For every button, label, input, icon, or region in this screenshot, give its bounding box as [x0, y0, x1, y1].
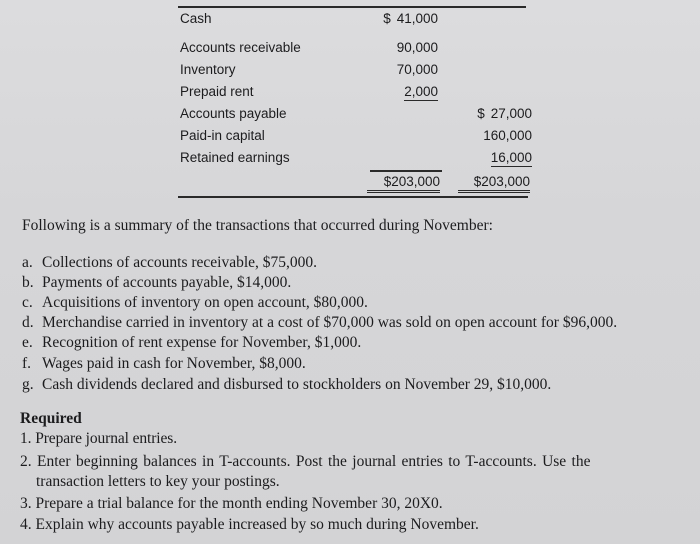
transaction-item: a. Collections of accounts receivable, $75,000.	[22, 254, 318, 271]
table-bottom-rule	[178, 196, 528, 198]
credit-amount: 16,000	[490, 150, 532, 165]
account-label: Prepaid rent	[180, 84, 254, 99]
required-item: 1. Prepare journal entries.	[20, 430, 177, 447]
total-credit: $203,000	[458, 174, 530, 193]
balance-row-inventory	[178, 62, 538, 82]
account-label: Accounts receivable	[180, 40, 301, 55]
debit-amount: 70,000	[396, 62, 438, 77]
transaction-item: g. Cash dividends declared and disbursed to stockholders on November 29, $10,000.	[22, 376, 552, 393]
account-label: Inventory	[180, 62, 236, 77]
transaction-item: d. Merchandise carried in inventory at a cost of $70,000 was sold on open account for $96,000.	[22, 314, 618, 331]
transaction-item: e. Recognition of rent expense for November, $1,000.	[22, 334, 362, 351]
debit-subtotal-rule	[370, 170, 442, 172]
balance-row-paid-in-capital	[178, 128, 538, 148]
account-label: Retained earnings	[180, 150, 290, 165]
transaction-item: c. Acquisitions of inventory on open account, $80,000.	[22, 294, 368, 311]
balance-row-retained-earnings	[178, 150, 538, 170]
account-label: Paid-in capital	[180, 128, 265, 143]
debit-amount: $ 41,000	[383, 11, 438, 26]
transactions-intro: Following is a summary of the transactions that occurred during November:	[22, 217, 493, 234]
account-label: Cash	[180, 11, 212, 26]
transaction-item: f. Wages paid in cash for November, $8,000.	[22, 355, 306, 372]
account-label: Accounts payable	[180, 106, 287, 121]
balance-row-prepaid-rent	[178, 84, 538, 104]
balance-row-accounts-receivable	[178, 40, 538, 60]
transaction-item: b. Payments of accounts payable, $14,000.	[22, 274, 292, 291]
credit-amount: $ 27,000	[477, 106, 532, 121]
required-item-continuation: transaction letters to key your postings.	[36, 473, 280, 490]
required-item: 2. Enter beginning balances in T-accounts. Post the journal entries to T-accounts. Use the	[20, 453, 591, 470]
required-heading: Required	[20, 410, 82, 427]
required-item: 4. Explain why accounts payable increased by so much during November.	[20, 516, 479, 533]
required-item: 3. Prepare a trial balance for the month ending November 30, 20X0.	[20, 495, 443, 512]
balance-row-cash	[178, 11, 538, 31]
balance-row-accounts-payable	[178, 106, 538, 126]
total-debit: $203,000	[367, 174, 440, 193]
table-top-rule	[178, 6, 526, 8]
debit-amount: 90,000	[396, 40, 438, 55]
debit-amount: 2,000	[404, 84, 438, 99]
credit-amount: 160,000	[483, 128, 532, 143]
